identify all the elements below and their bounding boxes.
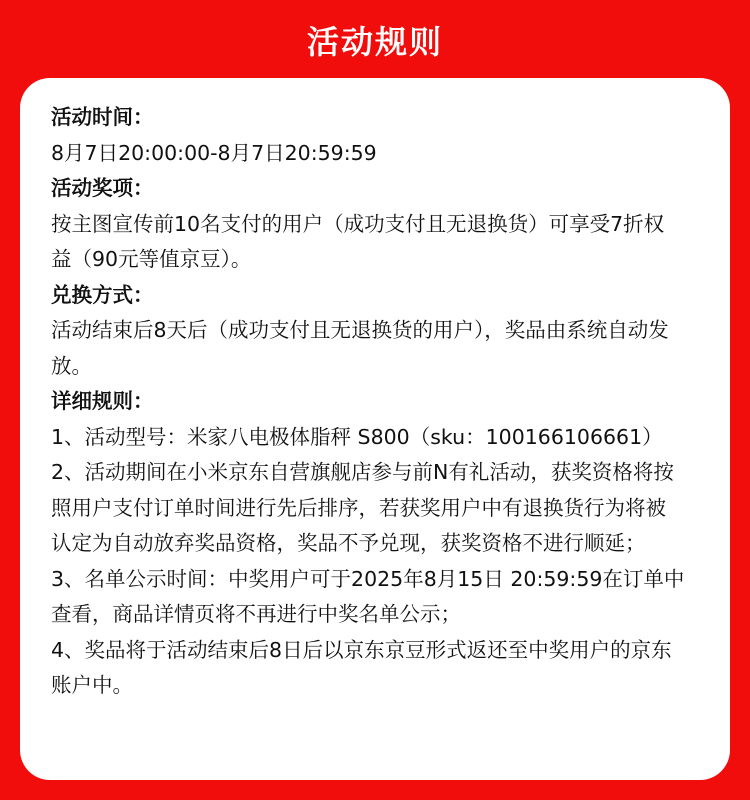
exchange-method-title: 兑换方式： bbox=[51, 282, 154, 307]
activity-prize-text-line-2: 益（90元等值京豆）。 bbox=[51, 247, 252, 271]
rule-4-line-1: 4、奖品将于活动结束后8日后以京东京豆形式返还至中奖用户的京东 bbox=[51, 637, 672, 662]
activity-prize-text-line-1: 按主图宣传前10名支付的用户（成功支付且无退换货）可享受7折权 bbox=[51, 211, 665, 236]
activity-time-value: 8月7日20:00:00-8月7日20:59:59 bbox=[51, 140, 377, 165]
rule-3-line-2: 查看，商品详情页将不再进行中奖名单公示； bbox=[51, 602, 461, 626]
header bbox=[0, 0, 750, 80]
rule-1: 1、活动型号：米家八电极体脂秤 S800（sku：100166106661） bbox=[51, 424, 663, 449]
rule-2-line-1: 2、活动期间在小米京东自营旗舰店参与前N有礼活动，获奖资格将按 bbox=[51, 460, 674, 484]
page-title: 活动规则 bbox=[306, 23, 443, 61]
rule-4-line-2: 账户中。 bbox=[51, 673, 133, 697]
detailed-rules-title: 详细规则： bbox=[51, 389, 154, 413]
rule-2-line-3: 认定为自动放弃奖品资格，奖品不予兑现，获奖资格不进行顺延； bbox=[51, 531, 646, 555]
rule-3-line-1: 3、名单公示时间：中奖用户可于2025年8月15日 20:59:59在订单中 bbox=[51, 566, 685, 591]
rules-card bbox=[20, 78, 730, 780]
exchange-method-text-line-2: 放。 bbox=[51, 353, 92, 378]
rule-2-line-2: 照用户支付订单时间进行先后排序，若获奖用户中有退换货行为将被 bbox=[51, 495, 666, 520]
activity-prize-title: 活动奖项： bbox=[51, 176, 154, 200]
exchange-method-text-line-1: 活动结束后8天后（成功支付且无退换货的用户），奖品由系统自动发 bbox=[51, 318, 669, 342]
activity-time-title: 活动时间： bbox=[51, 105, 154, 129]
